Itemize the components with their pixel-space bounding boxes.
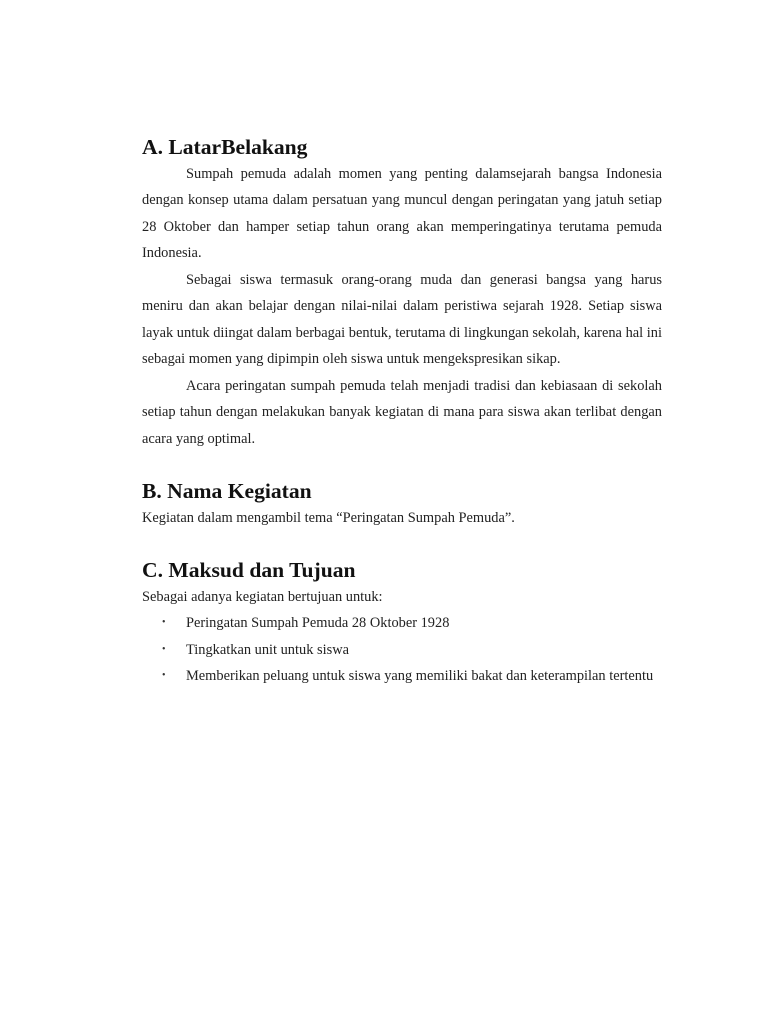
list-item-text: Tingkatkan unit untuk siswa xyxy=(186,641,349,658)
section-a-paragraph-1: Sumpah pemuda adalah momen yang penting dalamsejarah bangsa Indonesia dengan konsep utama dalam persatuan yang muncul dengan peringatan yang jatuh setiap 28 Oktober dan hamper setiap tahun orang akan memperingatinya terutama pemuda Indonesia. xyxy=(142,165,662,261)
section-spacer xyxy=(142,531,662,557)
bullet-icon: • xyxy=(162,670,166,681)
document-page xyxy=(142,134,662,690)
objectives-list xyxy=(142,610,662,690)
bullet-icon: • xyxy=(162,617,166,628)
section-c-intro: Sebagai adanya kegiatan bertujuan untuk: xyxy=(142,588,383,605)
bullet-icon: • xyxy=(162,643,166,655)
list-item-text: Memberikan peluang untuk siswa yang memiliki bakat dan keterampilan tertentu xyxy=(186,668,654,684)
list-item xyxy=(142,637,662,664)
section-b-text: Kegiatan dalam mengambil tema “Peringatan Sumpah Pemuda”. xyxy=(142,509,515,526)
section-a-paragraph-3: Acara peringatan sumpah pemuda telah menjadi tradisi dan kebiasaan di sekolah setiap tahun dengan melakukan banyak kegiatan di mana para siswa akan terlibat dengan acara yang optimal. xyxy=(142,377,662,447)
section-b-heading: B. Nama Kegiatan xyxy=(142,479,312,503)
section-a-heading: A. LatarBelakang xyxy=(142,135,308,159)
list-item xyxy=(142,610,662,637)
list-item-text: Peringatan Sumpah Pemuda 28 Oktober 1928 xyxy=(186,615,450,631)
section-a-paragraph-2: Sebagai siswa termasuk orang-orang muda dan generasi bangsa yang harus meniru dan akan belajar dengan nilai-nilai dalam peristiwa sejarah 1928. Setiap siswa layak untuk diingat dalam berbagai bentuk, terutama di lingkungan sekolah, karena hal ini sebagai momen yang dipimpin oleh siswa untuk mengekspresikan sikap. xyxy=(142,271,662,367)
section-c-heading: C. Maksud dan Tujuan xyxy=(142,558,356,582)
section-spacer xyxy=(142,452,662,478)
list-item xyxy=(142,663,662,690)
